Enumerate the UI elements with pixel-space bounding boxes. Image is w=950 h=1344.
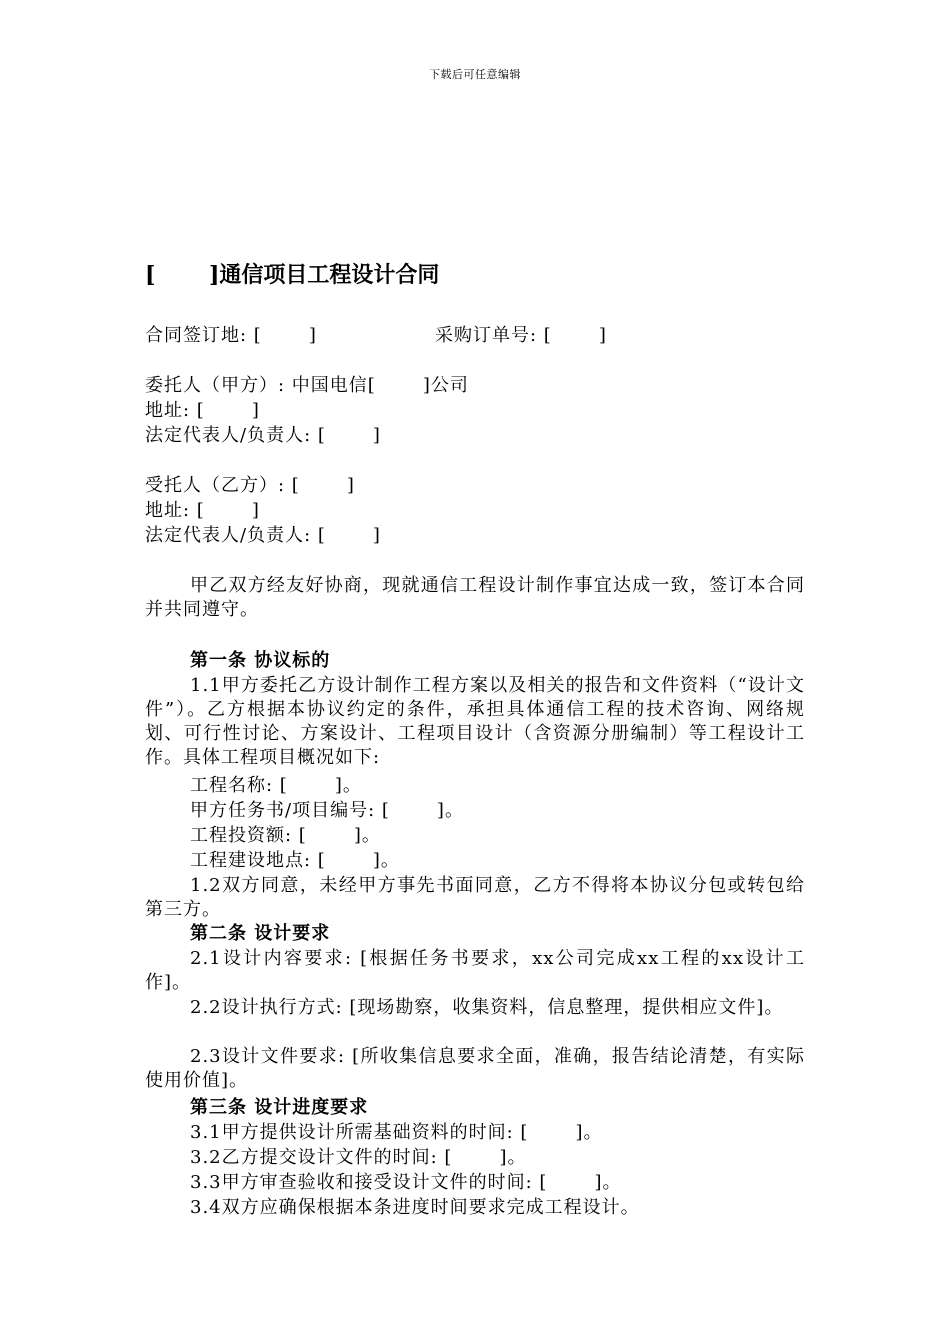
order-number: 采购订单号: [ ] — [435, 325, 607, 346]
article-2-heading: 第二条 设计要求 — [190, 923, 331, 944]
article-1-clause-1: 1.1甲方委托乙方设计制作工程方案以及相关的报告和文件资料（“设计文件”）。乙方根据本协议约定的条件，承担具体通信工程的技术咨询、网络规划、可行性讨论、方案设计、工程项目设计（含资源分册编制）等工程设计工作。具体工程项目概况如下: — [145, 675, 805, 768]
article-3-clause-2: 3.2乙方提交设计文件的时间: [ ]。 — [190, 1147, 527, 1168]
article-3-heading: 第三条 设计进度要求 — [190, 1097, 369, 1118]
party-a-name: 委托人（甲方）: 中国电信[ ]公司 — [145, 375, 469, 396]
sign-place: 合同签订地: [ ] — [145, 325, 317, 346]
task-number: 甲方任务书/项目编号: [ ]。 — [190, 800, 464, 821]
construction-location: 工程建设地点: [ ]。 — [190, 850, 400, 871]
party-a-address: 地址: [ ] — [145, 400, 260, 421]
article-3-clause-3: 3.3甲方审查验收和接受设计文件的时间: [ ]。 — [190, 1172, 622, 1193]
investment-amount: 工程投资额: [ ]。 — [190, 825, 381, 846]
article-3-clause-1: 3.1甲方提供设计所需基础资料的时间: [ ]。 — [190, 1122, 603, 1143]
article-2-clause-1: 2.1设计内容要求: [根据任务书要求，xx公司完成xx工程的xx设计工作]。 — [145, 948, 805, 993]
party-a-representative: 法定代表人/负责人: [ ] — [145, 425, 381, 446]
article-1-heading: 第一条 协议标的 — [190, 650, 331, 671]
intro-paragraph: 甲乙双方经友好协商，现就通信工程设计制作事宜达成一致，签订本合同并共同遵守。 — [145, 575, 805, 620]
page-header: 下载后可任意编辑 — [429, 68, 521, 81]
party-b-representative: 法定代表人/负责人: [ ] — [145, 525, 381, 546]
article-2-clause-2: 2.2设计执行方式: [现场勘察，收集资料，信息整理，提供相应文件]。 — [190, 997, 784, 1018]
party-b-name: 受托人（乙方）: [ ] — [145, 475, 355, 496]
article-1-clause-2: 1.2双方同意，未经甲方事先书面同意，乙方不得将本协议分包或转包给第三方。 — [145, 875, 805, 920]
contract-title: [ ]通信项目工程设计合同 — [145, 262, 440, 288]
article-3-clause-4: 3.4双方应确保根据本条进度时间要求完成工程设计。 — [190, 1197, 640, 1218]
party-b-address: 地址: [ ] — [145, 500, 260, 521]
article-2-clause-3: 2.3设计文件要求: [所收集信息要求全面，准确，报告结论清楚，有实际使用价值]。 — [145, 1046, 805, 1091]
project-name: 工程名称: [ ]。 — [190, 775, 362, 796]
